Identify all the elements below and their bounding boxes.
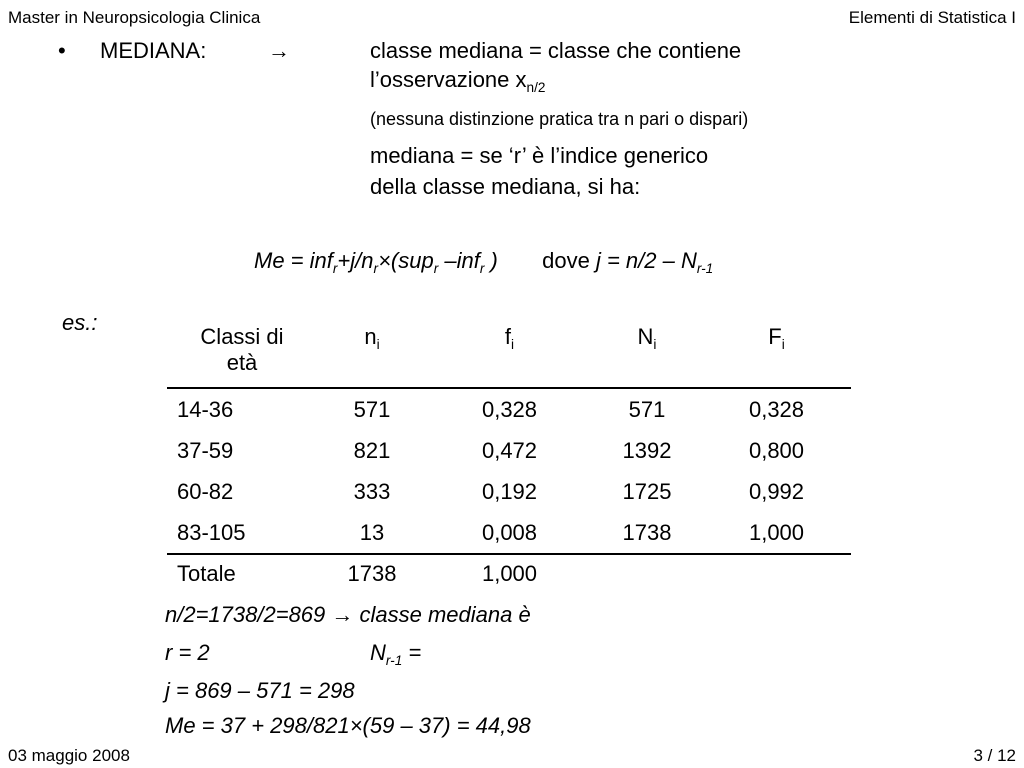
total-label: Totale <box>177 561 236 586</box>
cell-n: 821 <box>353 437 391 463</box>
header-ni: $n_i$ <box>364 324 380 352</box>
cell-classe: 60-82 <box>177 478 234 504</box>
calc-line-2-N: $N_{r-1}$ = <box>370 640 422 668</box>
calc-line-4: Me = 37 + 298/821×(59 – 37) = 44,98 <box>165 713 531 738</box>
cell-n: 13 <box>359 519 385 545</box>
cell-N: 571 <box>628 396 666 422</box>
footer-page-number: 3 / 12 <box>973 746 1016 765</box>
table-header-row <box>167 324 851 388</box>
cell-N: 1738 <box>622 519 672 545</box>
formula-j: $j = n/2 - N_{r-1}$ <box>595 248 714 276</box>
header-Fi: $F_i$ <box>768 324 785 352</box>
cell-f: 0,472 <box>481 437 538 463</box>
median-formula <box>254 248 713 274</box>
cell-f: 0,192 <box>481 478 538 504</box>
bullet: • <box>58 38 66 63</box>
cell-f: 0,008 <box>481 519 538 545</box>
header-Ni: $N_i$ <box>637 324 657 352</box>
cell-N: 1392 <box>622 437 672 463</box>
mediana-label: MEDIANA: <box>100 38 207 63</box>
cell-classe: 37-59 <box>177 437 234 463</box>
calc-line-3: j = 869 – 571 = 298 <box>165 678 355 703</box>
cell-n: 333 <box>353 478 391 504</box>
cell-classe: 83-105 <box>177 519 246 545</box>
cell-n: 571 <box>353 396 391 422</box>
cell-F: 0,328 <box>748 396 805 422</box>
cell-F: 1,000 <box>748 519 805 545</box>
arrow: → <box>268 38 290 63</box>
calc-line-1: n/2=1738/2=869 → classe mediana è <box>165 602 531 627</box>
total-n: 1738 <box>347 561 397 586</box>
footer-date: 03 maggio 2008 <box>8 746 130 765</box>
cell-classe: 14-36 <box>177 396 234 422</box>
definition-line-2-sub: n/2 <box>526 79 546 95</box>
header-classi: Classi di età <box>200 324 284 375</box>
cell-F: 0,992 <box>748 478 805 504</box>
definition-line-2-text: l’osservazione x <box>370 67 527 92</box>
example-label: es.: <box>62 310 98 335</box>
header-section-title: Elementi di Statistica I <box>848 8 1016 27</box>
total-f: 1,000 <box>481 561 538 586</box>
cell-F: 0,800 <box>748 437 805 463</box>
definition-line-3: mediana = se ‘r’ è l’indice generico <box>370 143 709 168</box>
header-fi: $f_i$ <box>504 324 515 352</box>
formula-main: $Me = inf_r+j/n_r\times(sup_r$ –inf$_r$ ) <box>254 248 498 276</box>
formula-dove: dove <box>542 248 590 273</box>
header-course-title: Master in Neuropsicologia Clinica <box>8 8 261 27</box>
parity-note: (nessuna distinzione pratica tra n pari o dispari) <box>370 109 749 129</box>
definition-line-2 <box>370 67 545 93</box>
table-row <box>167 512 851 554</box>
table-row <box>167 430 851 471</box>
table-row <box>167 471 851 512</box>
cell-f: 0,328 <box>481 396 538 422</box>
definition-line-1: classe mediana = classe che contiene <box>370 38 742 63</box>
definition-line-4: della classe mediana, si ha: <box>370 174 641 199</box>
table-row <box>167 388 851 430</box>
cell-N: 1725 <box>622 478 672 504</box>
frequency-table <box>167 324 851 555</box>
calc-line-2-r: r = 2 <box>165 640 210 665</box>
